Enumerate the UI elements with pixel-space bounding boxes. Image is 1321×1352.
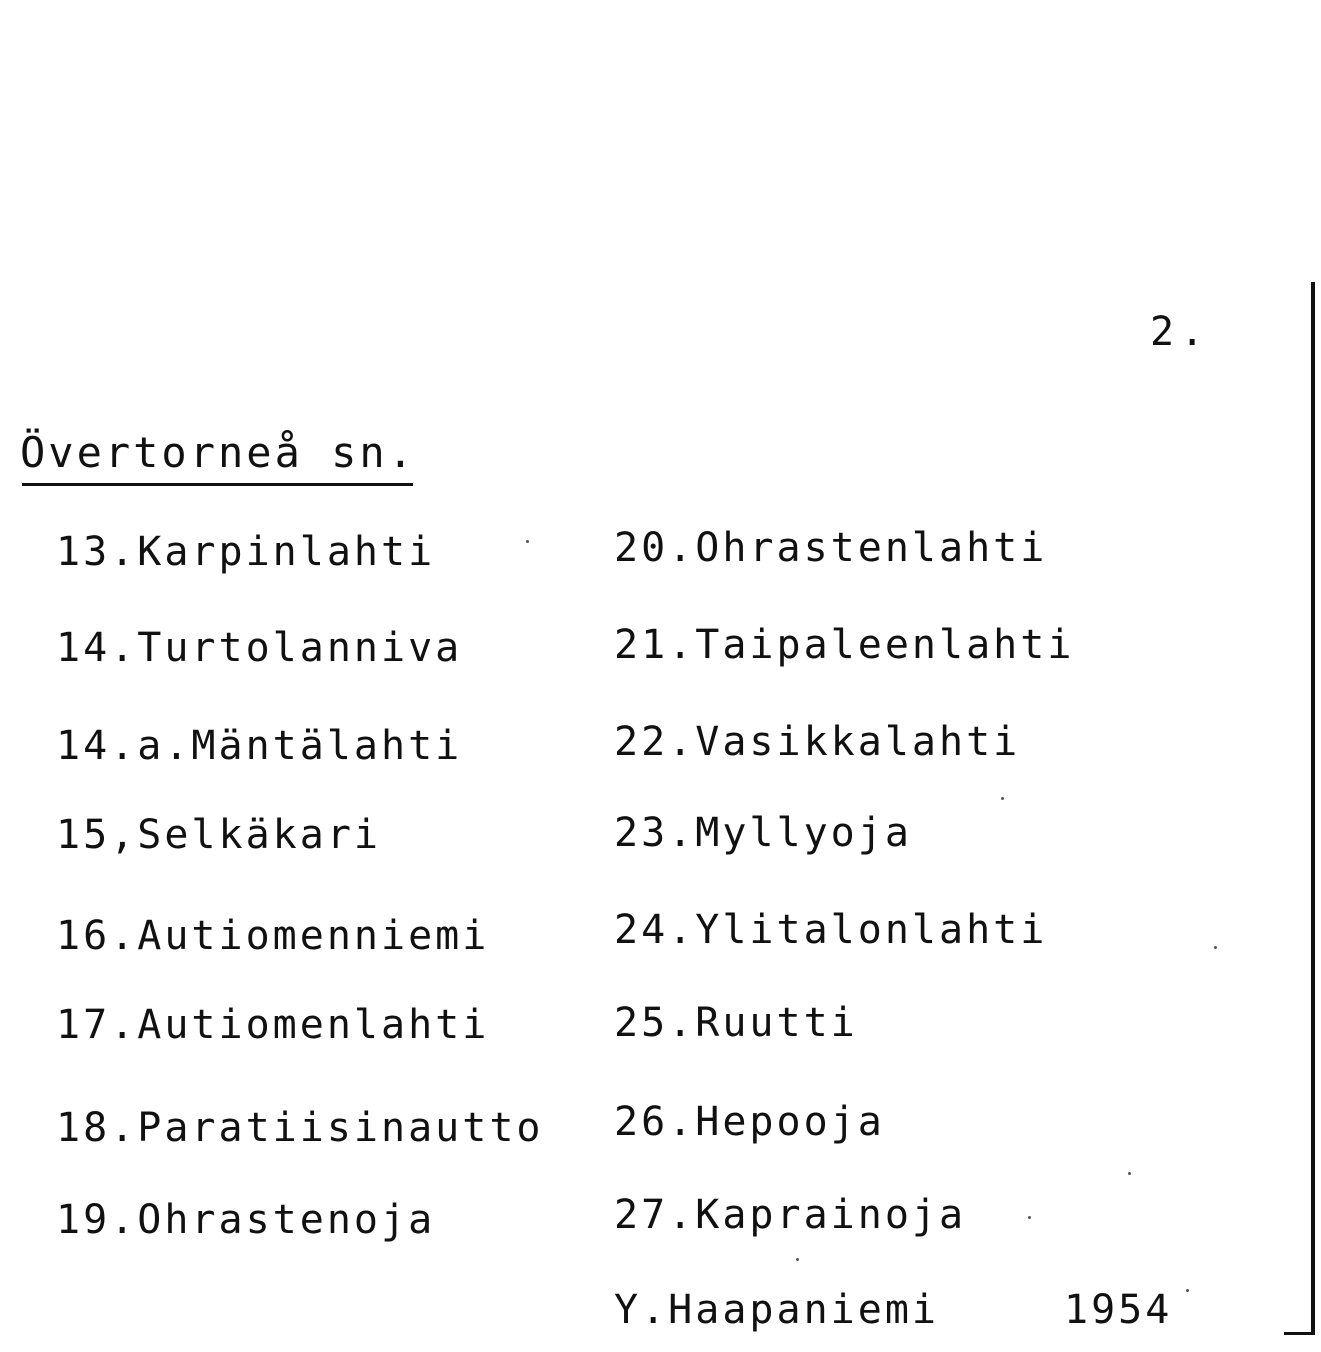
place-entry: 14.a.Mäntälahti (56, 723, 463, 769)
paper-speck (1001, 797, 1004, 800)
paper-speck (1186, 1289, 1189, 1292)
place-entry: 14.Turtolanniva (56, 625, 463, 671)
place-entry: 24.Ylitalonlahti (614, 907, 1048, 953)
author-signature: Y.Haapaniemi (614, 1287, 939, 1333)
place-entry: 16.Autiomenniemi (56, 913, 490, 959)
place-entry: 17.Autiomenlahti (56, 1002, 490, 1048)
place-entry: 20.Ohrastenlahti (614, 525, 1048, 571)
place-entry: 19.Ohrastenoja (56, 1197, 436, 1243)
paper-speck (1214, 946, 1217, 949)
place-entry: 15,Selkäkari (56, 812, 381, 858)
place-entry: 21.Taipaleenlahti (614, 622, 1075, 668)
paper-speck (1028, 1216, 1031, 1219)
heading-underline (22, 483, 413, 486)
place-entry: 13.Karpinlahti (56, 529, 436, 575)
place-entry: 18.Paratiisinautto (56, 1105, 544, 1151)
card-bottom-edge (1284, 1332, 1315, 1335)
paper-speck (526, 540, 529, 543)
parish-heading: Övertorneå sn. (20, 428, 417, 477)
place-entry: 22.Vasikkalahti (614, 719, 1021, 765)
card-right-edge (1311, 282, 1315, 1334)
place-entry: 26.Hepooja (614, 1099, 885, 1145)
place-entry: 27.Kaprainoja (614, 1192, 967, 1238)
place-entry: 23.Myllyoja (614, 810, 912, 856)
page-number: 2. (1150, 309, 1211, 355)
paper-speck (796, 1258, 799, 1261)
place-entry: 25.Ruutti (614, 1000, 858, 1046)
paper-speck (1128, 1172, 1131, 1175)
year: 1954 (1064, 1287, 1173, 1333)
